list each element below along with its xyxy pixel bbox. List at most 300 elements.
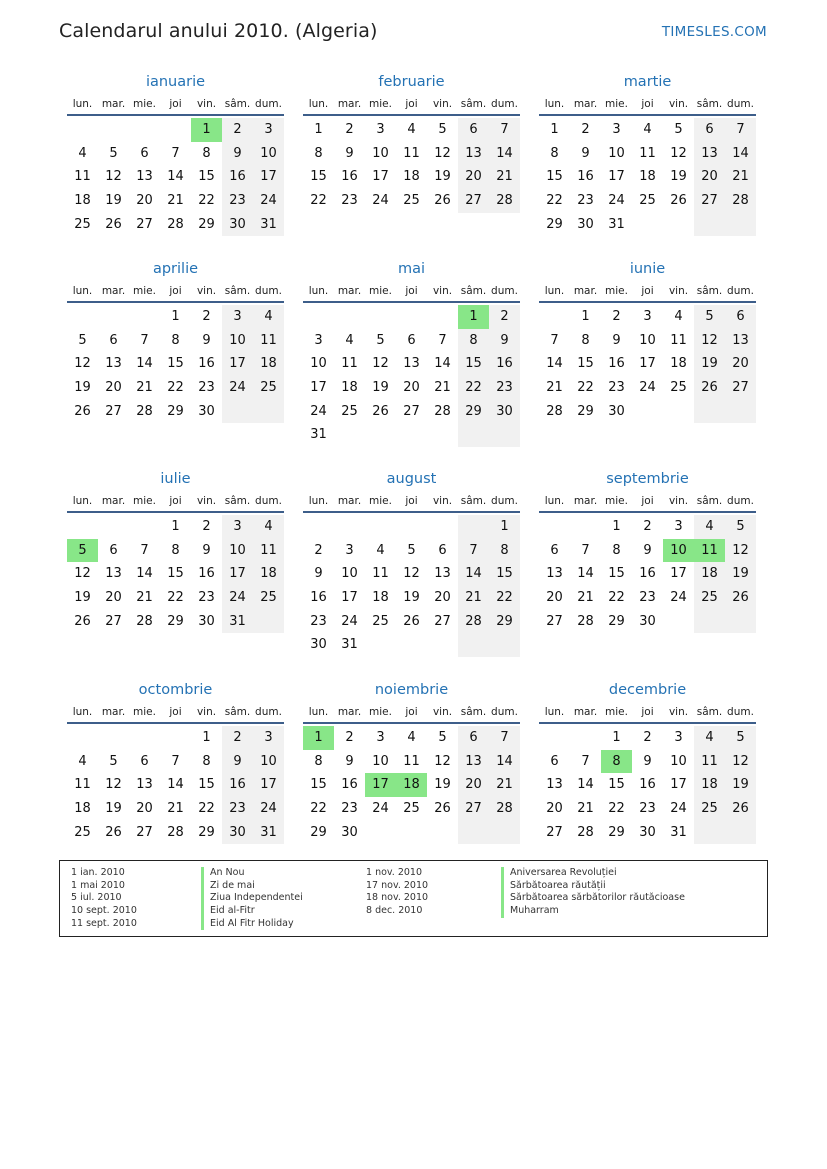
month-februarie bbox=[303, 72, 520, 213]
day-cell: 28 bbox=[546, 403, 563, 419]
day-cell: 16 bbox=[310, 590, 327, 606]
day-cell: 14 bbox=[577, 777, 594, 793]
day-cell: 1 bbox=[171, 309, 180, 324]
day-cell: 10 bbox=[253, 142, 284, 166]
day-cell: 7 bbox=[458, 539, 489, 563]
day-cell: 2 bbox=[345, 730, 354, 745]
day-cell: 23 bbox=[310, 613, 327, 629]
month-iunie bbox=[539, 259, 756, 423]
day-cell: 8 bbox=[171, 542, 180, 558]
day-cell: 10 bbox=[222, 329, 253, 353]
day-cell: 22 bbox=[167, 590, 184, 606]
day-cell: 5 bbox=[67, 539, 98, 563]
weekday-label: joi bbox=[641, 495, 654, 507]
month-decembrie bbox=[539, 680, 756, 844]
empty-day-cell bbox=[427, 515, 458, 539]
day-cell: 11 bbox=[694, 539, 725, 563]
empty-day-cell bbox=[67, 515, 98, 539]
day-cell: 27 bbox=[458, 797, 489, 821]
day-cell: 1 bbox=[612, 519, 621, 534]
day-cell: 28 bbox=[458, 610, 489, 634]
weekday-label: dum. bbox=[255, 495, 282, 507]
weekday-label: joi bbox=[641, 98, 654, 110]
day-cell: 15 bbox=[489, 562, 520, 586]
day-cell: 14 bbox=[434, 356, 451, 372]
site-link[interactable]: TIMESLES.COM bbox=[661, 24, 767, 40]
day-cell: 15 bbox=[310, 777, 327, 793]
day-cell: 15 bbox=[310, 169, 327, 185]
legend-holiday-name: Sărbătoarea sărbătorilor răutăcioase bbox=[501, 892, 685, 905]
day-cell: 3 bbox=[345, 542, 354, 558]
week-row bbox=[303, 821, 520, 845]
week-row bbox=[539, 189, 756, 213]
month-title: martie bbox=[623, 74, 672, 90]
day-cell: 1 bbox=[458, 305, 489, 329]
day-cell: 10 bbox=[372, 753, 389, 769]
week-row bbox=[303, 305, 520, 329]
day-cell: 17 bbox=[222, 562, 253, 586]
weekday-label: dum. bbox=[255, 285, 282, 297]
day-cell: 30 bbox=[639, 824, 656, 840]
day-cell: 29 bbox=[198, 216, 215, 232]
day-cell: 20 bbox=[105, 590, 122, 606]
day-cell: 25 bbox=[403, 801, 420, 817]
day-cell: 3 bbox=[222, 515, 253, 539]
day-cell: 11 bbox=[372, 566, 389, 582]
day-cell: 17 bbox=[253, 165, 284, 189]
weekday-header bbox=[67, 493, 284, 513]
day-cell: 10 bbox=[222, 539, 253, 563]
empty-day-cell bbox=[632, 213, 663, 237]
day-cell: 22 bbox=[310, 801, 327, 817]
weekday-label: vin. bbox=[432, 285, 453, 297]
weekday-label: vin. bbox=[668, 495, 689, 507]
day-cell: 15 bbox=[167, 356, 184, 372]
day-cell: 24 bbox=[222, 376, 253, 400]
day-cell: 24 bbox=[310, 403, 327, 419]
week-row bbox=[303, 376, 520, 400]
weekday-label: sâm. bbox=[224, 98, 251, 110]
day-cell: 22 bbox=[458, 376, 489, 400]
day-cell: 3 bbox=[253, 118, 284, 142]
month-aprilie bbox=[67, 259, 284, 423]
weekday-label: mar. bbox=[573, 98, 598, 110]
day-cell: 3 bbox=[376, 122, 385, 137]
month-ianuarie bbox=[67, 72, 284, 236]
weekday-label: lun. bbox=[72, 706, 93, 718]
day-cell: 30 bbox=[639, 613, 656, 629]
weekday-label: sâm. bbox=[460, 706, 487, 718]
day-cell: 11 bbox=[403, 145, 420, 161]
day-cell: 4 bbox=[78, 753, 87, 769]
day-cell: 6 bbox=[438, 542, 447, 558]
legend-date: 17 nov. 2010 bbox=[366, 879, 429, 891]
day-cell: 3 bbox=[253, 726, 284, 750]
day-cell: 26 bbox=[670, 193, 687, 209]
weekday-label: vin. bbox=[196, 285, 217, 297]
day-cell: 1 bbox=[191, 118, 222, 142]
month-title: octombrie bbox=[138, 682, 213, 698]
legend-date: 10 sept. 2010 bbox=[71, 905, 137, 917]
week-row bbox=[539, 515, 756, 539]
day-cell: 21 bbox=[136, 380, 153, 396]
week-row bbox=[539, 610, 756, 634]
day-cell: 20 bbox=[403, 380, 420, 396]
day-cell: 6 bbox=[407, 332, 416, 348]
empty-day-cell bbox=[129, 305, 160, 329]
day-cell: 8 bbox=[171, 332, 180, 348]
legend-date: 5 iul. 2010 bbox=[71, 892, 122, 904]
day-cell: 2 bbox=[222, 118, 253, 142]
weekday-label: lun. bbox=[308, 98, 329, 110]
day-cell: 12 bbox=[105, 169, 122, 185]
day-cell: 17 bbox=[365, 773, 396, 797]
day-cell: 9 bbox=[202, 332, 211, 348]
day-cell: 30 bbox=[608, 403, 625, 419]
empty-day-cell bbox=[98, 515, 129, 539]
day-cell: 7 bbox=[581, 542, 590, 558]
day-cell: 24 bbox=[222, 586, 253, 610]
day-cell: 22 bbox=[489, 586, 520, 610]
day-cell: 5 bbox=[376, 332, 385, 348]
day-cell: 21 bbox=[136, 590, 153, 606]
day-cell: 3 bbox=[643, 309, 652, 324]
day-cell: 29 bbox=[310, 824, 327, 840]
day-cell: 9 bbox=[489, 329, 520, 353]
month-title: august bbox=[386, 471, 437, 487]
week-row bbox=[67, 586, 284, 610]
day-cell: 14 bbox=[489, 142, 520, 166]
day-cell: 13 bbox=[105, 356, 122, 372]
day-cell: 12 bbox=[74, 566, 91, 582]
day-cell: 12 bbox=[372, 356, 389, 372]
weekday-label: joi bbox=[641, 706, 654, 718]
weekday-label: mar. bbox=[337, 706, 362, 718]
week-row bbox=[539, 797, 756, 821]
empty-day-cell bbox=[334, 305, 365, 329]
day-cell: 16 bbox=[222, 165, 253, 189]
day-cell: 30 bbox=[222, 821, 253, 845]
legend-date: 1 nov. 2010 bbox=[366, 867, 422, 878]
day-cell: 29 bbox=[167, 613, 184, 629]
empty-day-cell bbox=[303, 515, 334, 539]
day-cell: 13 bbox=[546, 777, 563, 793]
day-cell: 16 bbox=[489, 352, 520, 376]
page-title: Calendarul anului 2010. (Algeria) bbox=[59, 20, 378, 42]
weekday-label: sâm. bbox=[224, 285, 251, 297]
weekday-label: dum. bbox=[255, 98, 282, 110]
day-cell: 17 bbox=[670, 777, 687, 793]
day-cell: 1 bbox=[489, 515, 520, 539]
day-cell: 26 bbox=[403, 613, 420, 629]
day-cell: 15 bbox=[167, 566, 184, 582]
day-cell: 4 bbox=[345, 332, 354, 348]
day-cell: 13 bbox=[546, 566, 563, 582]
day-cell: 31 bbox=[341, 637, 358, 653]
day-cell: 8 bbox=[314, 145, 323, 161]
day-cell: 28 bbox=[136, 403, 153, 419]
weekday-label: mie. bbox=[605, 98, 628, 110]
day-cell: 17 bbox=[341, 590, 358, 606]
weekday-label: joi bbox=[405, 495, 418, 507]
day-cell: 11 bbox=[253, 539, 284, 563]
empty-day-cell bbox=[694, 610, 725, 634]
day-cell: 14 bbox=[489, 750, 520, 774]
day-cell: 3 bbox=[674, 519, 683, 534]
day-cell: 6 bbox=[694, 118, 725, 142]
day-cell: 25 bbox=[341, 403, 358, 419]
empty-day-cell bbox=[663, 213, 694, 237]
day-cell: 29 bbox=[198, 824, 215, 840]
weekday-label: sâm. bbox=[224, 706, 251, 718]
month-title: aprilie bbox=[152, 261, 199, 277]
weekday-label: mie. bbox=[133, 495, 156, 507]
day-cell: 11 bbox=[639, 145, 656, 161]
day-cell: 12 bbox=[670, 145, 687, 161]
week-row bbox=[539, 329, 756, 353]
day-cell: 14 bbox=[458, 562, 489, 586]
day-cell: 19 bbox=[403, 590, 420, 606]
day-cell: 22 bbox=[577, 380, 594, 396]
day-cell: 24 bbox=[639, 380, 656, 396]
day-cell: 2 bbox=[314, 542, 323, 558]
empty-day-cell bbox=[725, 610, 756, 634]
weekday-label: sâm. bbox=[460, 98, 487, 110]
day-cell: 29 bbox=[577, 403, 594, 419]
day-cell: 12 bbox=[74, 356, 91, 372]
empty-day-cell bbox=[539, 515, 570, 539]
legend-left-dates bbox=[71, 867, 137, 930]
weekday-label: mar. bbox=[337, 98, 362, 110]
day-cell: 24 bbox=[670, 801, 687, 817]
month-title: ianuarie bbox=[145, 74, 206, 90]
empty-day-cell bbox=[663, 400, 694, 424]
day-cell: 23 bbox=[577, 193, 594, 209]
day-cell: 12 bbox=[434, 753, 451, 769]
day-cell: 11 bbox=[670, 332, 687, 348]
weekday-label: sâm. bbox=[696, 285, 723, 297]
empty-day-cell bbox=[489, 821, 520, 845]
empty-day-cell bbox=[427, 305, 458, 329]
day-cell: 3 bbox=[612, 122, 621, 137]
empty-day-cell bbox=[67, 118, 98, 142]
day-cell: 17 bbox=[639, 356, 656, 372]
weekday-header bbox=[539, 704, 756, 724]
day-cell: 11 bbox=[694, 750, 725, 774]
weekday-label: joi bbox=[641, 285, 654, 297]
day-cell: 9 bbox=[222, 750, 253, 774]
month-martie bbox=[539, 72, 756, 236]
day-cell: 6 bbox=[550, 753, 559, 769]
empty-day-cell bbox=[129, 515, 160, 539]
day-cell: 10 bbox=[639, 332, 656, 348]
day-cell: 14 bbox=[546, 356, 563, 372]
day-cell: 27 bbox=[136, 824, 153, 840]
day-cell: 8 bbox=[458, 329, 489, 353]
day-cell: 27 bbox=[725, 376, 756, 400]
weekday-label: lun. bbox=[308, 285, 329, 297]
day-cell: 19 bbox=[725, 773, 756, 797]
legend-holiday-name: Zi de mai bbox=[201, 880, 303, 893]
week-row bbox=[67, 750, 284, 774]
empty-day-cell bbox=[365, 633, 396, 657]
day-cell: 16 bbox=[639, 566, 656, 582]
month-title: decembrie bbox=[608, 682, 687, 698]
day-cell: 4 bbox=[407, 730, 416, 745]
day-cell: 7 bbox=[140, 332, 149, 348]
day-cell: 9 bbox=[643, 542, 652, 558]
day-cell: 25 bbox=[253, 376, 284, 400]
legend-holiday-name: Sărbătoarea răutății bbox=[501, 880, 685, 893]
day-cell: 9 bbox=[314, 566, 323, 582]
empty-day-cell bbox=[98, 118, 129, 142]
day-cell: 1 bbox=[171, 519, 180, 534]
week-row bbox=[303, 400, 520, 424]
weekday-label: dum. bbox=[491, 495, 518, 507]
day-cell: 30 bbox=[310, 637, 327, 653]
day-cell: 26 bbox=[74, 613, 91, 629]
day-cell: 15 bbox=[577, 356, 594, 372]
weekday-header bbox=[67, 704, 284, 724]
day-cell: 10 bbox=[663, 539, 694, 563]
day-cell: 5 bbox=[725, 726, 756, 750]
day-cell: 8 bbox=[550, 145, 559, 161]
day-cell: 27 bbox=[105, 613, 122, 629]
day-cell: 11 bbox=[74, 777, 91, 793]
day-cell: 3 bbox=[674, 730, 683, 745]
day-cell: 20 bbox=[434, 590, 451, 606]
empty-day-cell bbox=[160, 726, 191, 750]
weekday-label: lun. bbox=[544, 706, 565, 718]
day-cell: 27 bbox=[694, 189, 725, 213]
day-cell: 16 bbox=[198, 566, 215, 582]
week-row bbox=[67, 797, 284, 821]
day-cell: 30 bbox=[198, 613, 215, 629]
day-cell: 8 bbox=[202, 753, 211, 769]
day-cell: 11 bbox=[341, 356, 358, 372]
week-row bbox=[303, 562, 520, 586]
weekday-label: lun. bbox=[72, 285, 93, 297]
day-cell: 15 bbox=[608, 777, 625, 793]
week-row bbox=[303, 142, 520, 166]
day-cell: 15 bbox=[198, 777, 215, 793]
day-cell: 26 bbox=[105, 824, 122, 840]
day-cell: 12 bbox=[105, 777, 122, 793]
day-cell: 4 bbox=[643, 122, 652, 137]
day-cell: 22 bbox=[546, 193, 563, 209]
day-cell: 7 bbox=[581, 753, 590, 769]
legend-holiday-name: An Nou bbox=[201, 867, 303, 880]
day-cell: 1 bbox=[202, 730, 211, 745]
weekday-label: lun. bbox=[72, 495, 93, 507]
weekday-label: mar. bbox=[573, 285, 598, 297]
day-cell: 20 bbox=[546, 801, 563, 817]
weekday-label: vin. bbox=[196, 495, 217, 507]
day-cell: 29 bbox=[458, 400, 489, 424]
day-cell: 21 bbox=[577, 590, 594, 606]
empty-day-cell bbox=[725, 213, 756, 237]
week-row bbox=[67, 539, 284, 563]
weekday-header bbox=[303, 96, 520, 116]
week-row bbox=[303, 633, 520, 657]
empty-day-cell bbox=[570, 726, 601, 750]
day-cell: 27 bbox=[546, 824, 563, 840]
day-cell: 2 bbox=[202, 519, 211, 534]
weekday-label: joi bbox=[405, 285, 418, 297]
weekday-label: mar. bbox=[573, 706, 598, 718]
month-noiembrie bbox=[303, 680, 520, 844]
day-cell: 28 bbox=[167, 824, 184, 840]
weekday-label: joi bbox=[169, 285, 182, 297]
day-cell: 26 bbox=[105, 216, 122, 232]
weekday-label: mie. bbox=[133, 706, 156, 718]
weekday-label: vin. bbox=[196, 706, 217, 718]
weekday-label: joi bbox=[169, 98, 182, 110]
week-row bbox=[303, 165, 520, 189]
day-cell: 23 bbox=[341, 801, 358, 817]
week-row bbox=[303, 539, 520, 563]
day-cell: 8 bbox=[314, 753, 323, 769]
day-cell: 19 bbox=[372, 380, 389, 396]
empty-day-cell bbox=[427, 821, 458, 845]
day-cell: 19 bbox=[725, 562, 756, 586]
weekday-label: mar. bbox=[573, 495, 598, 507]
day-cell: 8 bbox=[612, 542, 621, 558]
day-cell: 15 bbox=[198, 169, 215, 185]
weekday-header bbox=[303, 493, 520, 513]
weekday-label: vin. bbox=[432, 706, 453, 718]
legend-date: 1 ian. 2010 bbox=[71, 867, 125, 878]
empty-day-cell bbox=[365, 305, 396, 329]
day-cell: 17 bbox=[372, 169, 389, 185]
week-row bbox=[67, 726, 284, 750]
day-cell: 16 bbox=[639, 777, 656, 793]
weekday-header bbox=[67, 96, 284, 116]
week-row bbox=[539, 118, 756, 142]
day-cell: 25 bbox=[694, 797, 725, 821]
day-cell: 21 bbox=[546, 380, 563, 396]
empty-day-cell bbox=[365, 821, 396, 845]
day-cell: 11 bbox=[403, 753, 420, 769]
day-cell: 12 bbox=[725, 539, 756, 563]
day-cell: 4 bbox=[694, 515, 725, 539]
empty-day-cell bbox=[427, 633, 458, 657]
day-cell: 20 bbox=[725, 352, 756, 376]
weekday-label: vin. bbox=[668, 285, 689, 297]
day-cell: 31 bbox=[253, 821, 284, 845]
day-cell: 21 bbox=[167, 801, 184, 817]
day-cell: 8 bbox=[489, 539, 520, 563]
day-cell: 23 bbox=[198, 380, 215, 396]
day-cell: 26 bbox=[694, 376, 725, 400]
weekday-label: sâm. bbox=[696, 706, 723, 718]
day-cell: 20 bbox=[136, 193, 153, 209]
day-cell: 5 bbox=[109, 753, 118, 769]
weekday-label: sâm. bbox=[696, 495, 723, 507]
day-cell: 26 bbox=[434, 801, 451, 817]
day-cell: 2 bbox=[612, 309, 621, 324]
day-cell: 20 bbox=[136, 801, 153, 817]
empty-day-cell bbox=[253, 400, 284, 424]
month-august bbox=[303, 469, 520, 657]
weekday-label: lun. bbox=[308, 706, 329, 718]
empty-day-cell bbox=[98, 726, 129, 750]
day-cell: 7 bbox=[725, 118, 756, 142]
day-cell: 15 bbox=[458, 352, 489, 376]
day-cell: 21 bbox=[577, 801, 594, 817]
day-cell: 10 bbox=[670, 753, 687, 769]
day-cell: 4 bbox=[253, 305, 284, 329]
